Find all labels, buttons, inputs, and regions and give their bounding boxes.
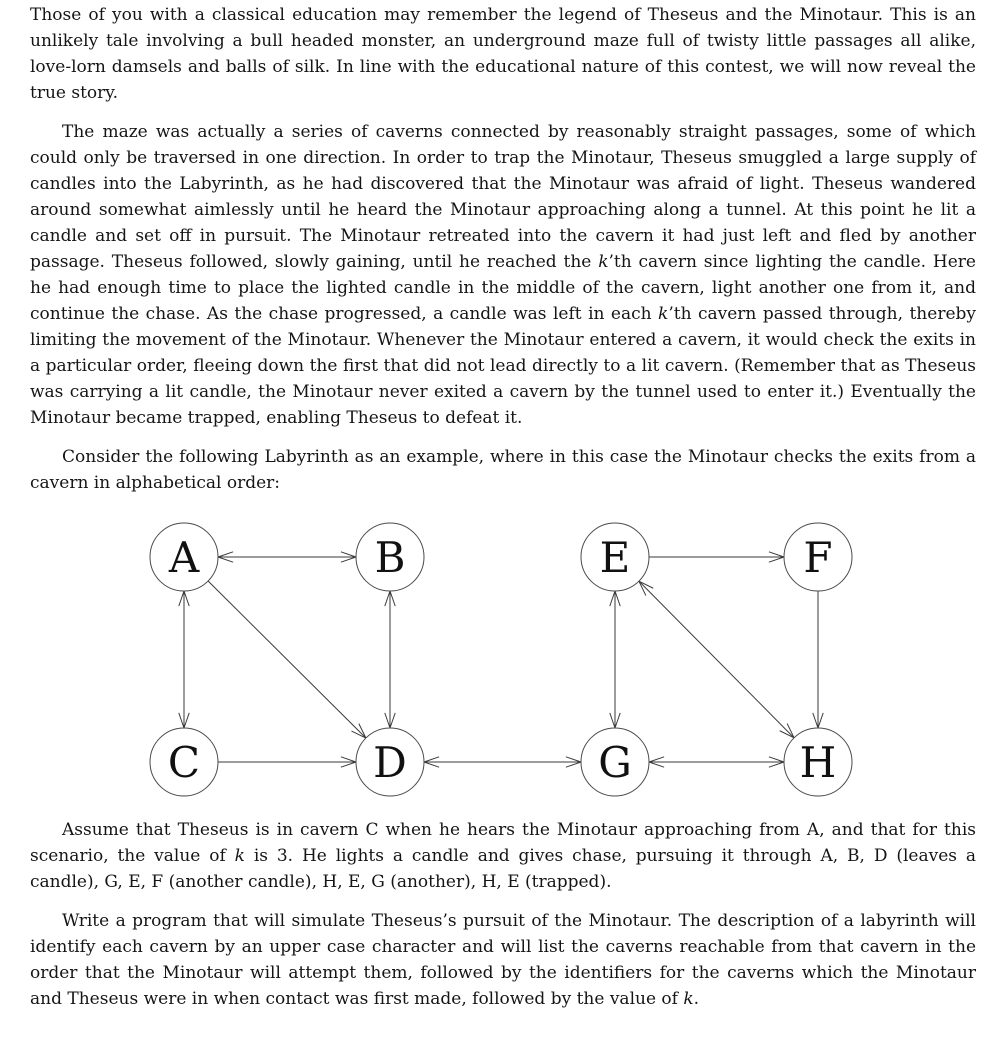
document-body-bottom <box>30 817 976 1012</box>
italic-variable: k <box>658 304 669 324</box>
arrowhead-line <box>341 557 356 562</box>
edge-line <box>639 581 794 738</box>
graph-edge-A-B <box>218 552 356 562</box>
arrowhead-line <box>385 713 390 728</box>
arrowhead-line <box>610 591 615 606</box>
edge-line <box>208 581 366 738</box>
graph-node-D <box>356 728 424 796</box>
graph-edge-D-G <box>424 757 581 767</box>
arrowhead-line <box>813 713 818 728</box>
arrowhead-line <box>341 757 356 762</box>
graph-node-A <box>150 523 218 591</box>
text-run: Consider the following Labyrinth as an example, where in this case the Minotaur checks the exits from a cavern in alphabetical order: <box>30 447 976 493</box>
text-run: Those of you with a classical education may remember the legend of Theseus and the Minotaur. This is an unlikely tale involving a bull headed monster, an underground maze full of twisty little passages all alike, love-lorn damsels and balls of silk. In line with the educational nature of this contest, we will now reveal the true story. <box>30 5 976 103</box>
arrowhead-line <box>649 757 664 762</box>
node-label: B <box>374 533 406 582</box>
arrowhead-line <box>566 762 581 767</box>
arrowhead-line <box>769 552 784 557</box>
italic-variable: k <box>234 846 245 866</box>
arrowhead-line <box>341 762 356 767</box>
labyrinth-diagram <box>30 509 976 809</box>
labyrinth-diagram-container <box>30 509 976 809</box>
text-run: ’th cavern passed through, thereby limiting the movement of the Minotaur. Whenever the Minotaur entered a cavern, it would check the exits in a particular order, fleeing down the first that did not lead directly to a lit cavern. (Remember that as Theseus was carrying a lit candle, the Minotaur never exited a cavern by the tunnel used to enter it.) Eventually the Minotaur became trapped, enabling Theseus to defeat it. <box>30 304 976 428</box>
italic-variable: k <box>598 252 609 272</box>
node-label: H <box>799 738 837 787</box>
arrowhead-line <box>184 713 189 728</box>
graph-node-C <box>150 728 218 796</box>
arrowhead-line <box>610 713 615 728</box>
graph-edge-A-C <box>179 591 189 728</box>
node-label: F <box>803 533 833 582</box>
graph-edge-C-D <box>218 757 356 767</box>
arrowhead-line <box>341 552 356 557</box>
arrowhead-line <box>218 557 233 562</box>
graph-edge-E-G <box>610 591 620 728</box>
arrowhead-line <box>818 713 823 728</box>
arrowhead-line <box>184 591 189 606</box>
arrowhead-line <box>385 591 390 606</box>
node-label: C <box>167 738 201 787</box>
arrowhead-line <box>649 762 664 767</box>
graph-node-F <box>784 523 852 591</box>
paragraph <box>30 119 976 431</box>
node-label: D <box>373 738 407 787</box>
graph-node-H <box>784 728 852 796</box>
arrowhead-line <box>615 591 620 606</box>
graph-edge-F-H <box>813 591 823 728</box>
text-run: ’th cavern since lighting the candle. Here he had enough time to place the lighted candle in the middle of the cavern, light another one from it, and continue the chase. As the chase progressed, a candle was left in each <box>30 252 976 324</box>
text-run: is 3. He lights a candle and gives chase, pursuing it through A, B, D (leaves a candle), G, E, F (another candle), H, E, G (another), H, E (trapped). <box>30 846 976 892</box>
graph-node-E <box>581 523 649 591</box>
graph-node-G <box>581 728 649 796</box>
arrowhead-line <box>424 762 439 767</box>
document-body-top <box>30 2 976 496</box>
paragraph <box>30 817 976 895</box>
arrowhead-line <box>390 713 395 728</box>
graph-edge-A-D <box>208 581 366 738</box>
arrowhead-line <box>179 591 184 606</box>
graph-edge-G-H <box>649 757 784 767</box>
paragraph <box>30 908 976 1012</box>
node-label: A <box>168 533 200 582</box>
arrowhead-line <box>179 713 184 728</box>
text-run: The maze was actually a series of caverns connected by reasonably straight passages, some of which could only be traversed in one direction. In order to trap the Minotaur, Theseus smuggled a large supply of candles into the Labyrinth, as he had discovered that the Minotaur was afraid of light. Theseus wandered around somewhat aimlessly until he heard the Minotaur approaching along a tunnel. At this point he lit a candle and set off in pursuit. The Minotaur retreated into the cavern it had just left and fled by another passage. Theseus followed, slowly gaining, until he reached the <box>30 122 976 272</box>
text-run: Assume that Theseus is in cavern C when he hears the Minotaur approaching from A, and that for this scenario, the value of <box>30 820 976 866</box>
graph-edge-E-F <box>649 552 784 562</box>
graph-edge-B-D <box>385 591 395 728</box>
arrowhead-line <box>769 757 784 762</box>
arrowhead-line <box>769 762 784 767</box>
arrowhead-line <box>218 552 233 557</box>
text-run: . <box>693 989 700 1009</box>
paragraph <box>30 2 976 106</box>
graph-node-B <box>356 523 424 591</box>
arrowhead-line <box>769 557 784 562</box>
node-label: E <box>599 533 631 582</box>
arrowhead-line <box>424 757 439 762</box>
arrowhead-line <box>615 713 620 728</box>
paragraph <box>30 444 976 496</box>
graph-edge-H-E <box>639 581 794 738</box>
arrowhead-line <box>566 757 581 762</box>
arrowhead-line <box>390 591 395 606</box>
text-run: Write a program that will simulate Theseus’s pursuit of the Minotaur. The description of a labyrinth will identify each cavern by an upper case character and will list the caverns reachable from that cavern in the order that the Minotaur will attempt them, followed by the identifiers for the caverns which the Minotaur and Theseus were in when contact was first made, followed by the value of <box>30 911 976 1009</box>
italic-variable: k <box>683 989 694 1009</box>
node-label: G <box>598 738 632 787</box>
